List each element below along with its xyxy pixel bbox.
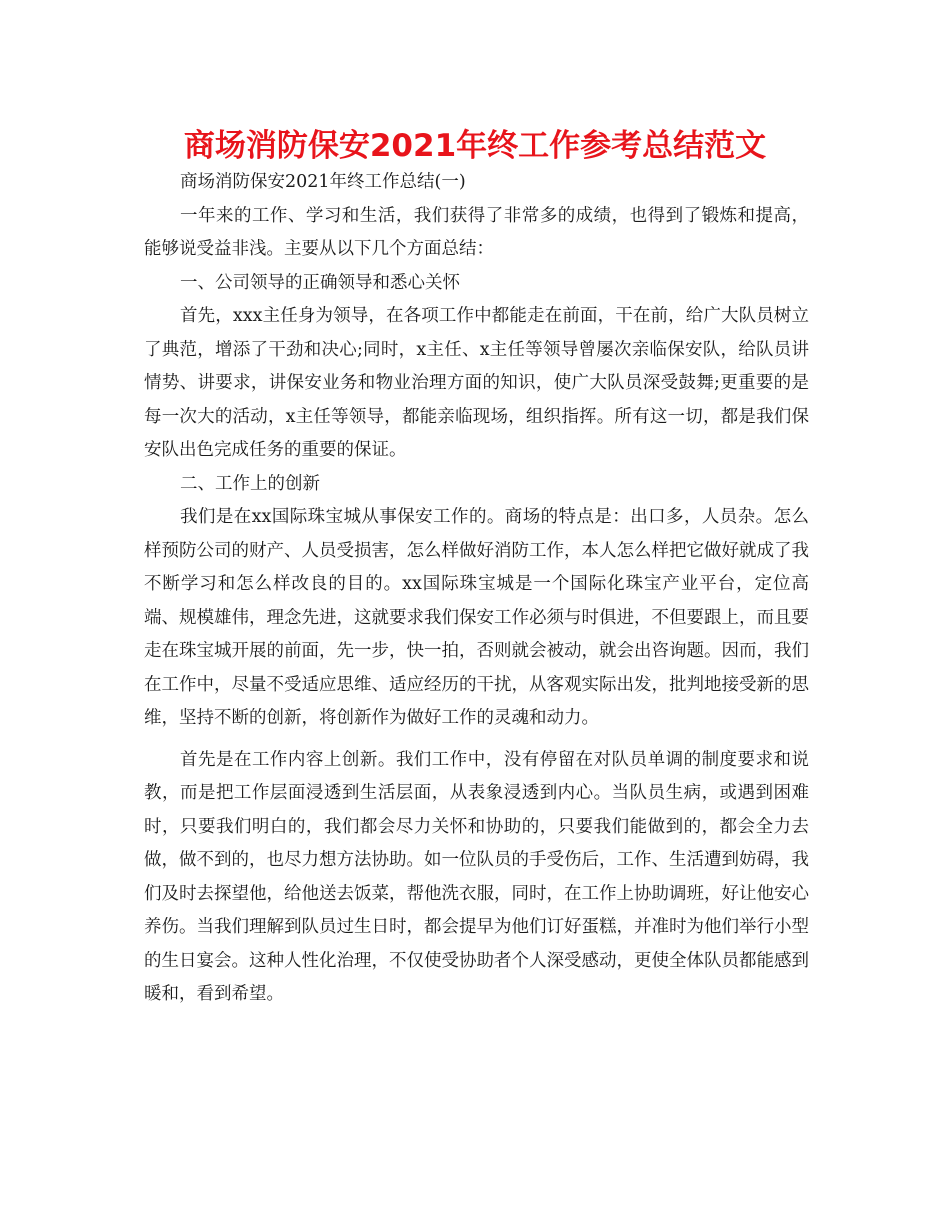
section-heading-1: 一、公司领导的正确领导和悉心关怀: [180, 272, 460, 293]
document-title: 商场消防保安2021年终工作参考总结范文: [183, 128, 767, 164]
section-heading-2: 二、工作上的创新: [180, 473, 320, 494]
document-subtitle: 商场消防保安2021年终工作总结(一): [180, 172, 466, 192]
document-body: [144, 166, 809, 1012]
paragraph-content-innovation: 首先是在工作内容上创新。我们工作中，没有停留在对队员单调的制度要求和说教，而是把工作层面浸透到生活层面，从表象浸透到内心。当队员生病，或遇到困难时，只要我们明白的，我们都会尽力关怀和协助的，只要我们能做到的，都会全力去做，做不到的，也尽力想方法协助。如一位队员的手受伤后，工作、生活遭到妨碍，我们及时去探望他，给他送去饭菜，帮他洗衣服，同时，在工作上协助调班，好让他安心养伤。当我们理解到队员过生日时，都会提早为他们订好蛋糕，并准时为他们举行小型的生日宴会。这种人性化治理，不仅使受协助者个人深受感动，更使全体队员都能感到暖和，看到希望。: [144, 749, 809, 1004]
paragraph-innovation: 我们是在xx国际珠宝城从事保安工作的。商场的特点是：出口多，人员杂。怎么样预防公司的财产、人员受损害，怎么样做好消防工作，本人怎么样把它做好就成了我不断学习和怎么样改良的目的。xx国际珠宝城是一个国际化珠宝产业平台，定位高端、规模雄伟，理念先进，这就要求我们保安工作必须与时俱进，不但要跟上，而且要走在珠宝城开展的前面，先一步，快一拍，否则就会被动，就会出咨询题。因而，我们在工作中，尽量不受适应思维、适应经历的干扰，从客观实际出发，批判地接受新的思维，坚持不断的创新，将创新作为做好工作的灵魂和动力。: [144, 507, 809, 728]
paragraph-intro: 一年来的工作、学习和生活，我们获得了非常多的成绩，也得到了锻炼和提高，能够说受益非浅。主要从以下几个方面总结：: [144, 205, 809, 259]
paragraph-leadership: 首先，xxx主任身为领导，在各项工作中都能走在前面，干在前，给广大队员树立了典范，增添了干劲和决心;同时，x主任、x主任等领导曾屡次亲临保安队，给队员讲情势、讲要求，讲保安业务和物业治理方面的知识，使广大队员深受鼓舞;更重要的是每一次大的活动，x主任等领导，都能亲临现场，组织指挥。所有这一切，都是我们保安队出色完成任务的重要的保证。: [144, 306, 809, 460]
